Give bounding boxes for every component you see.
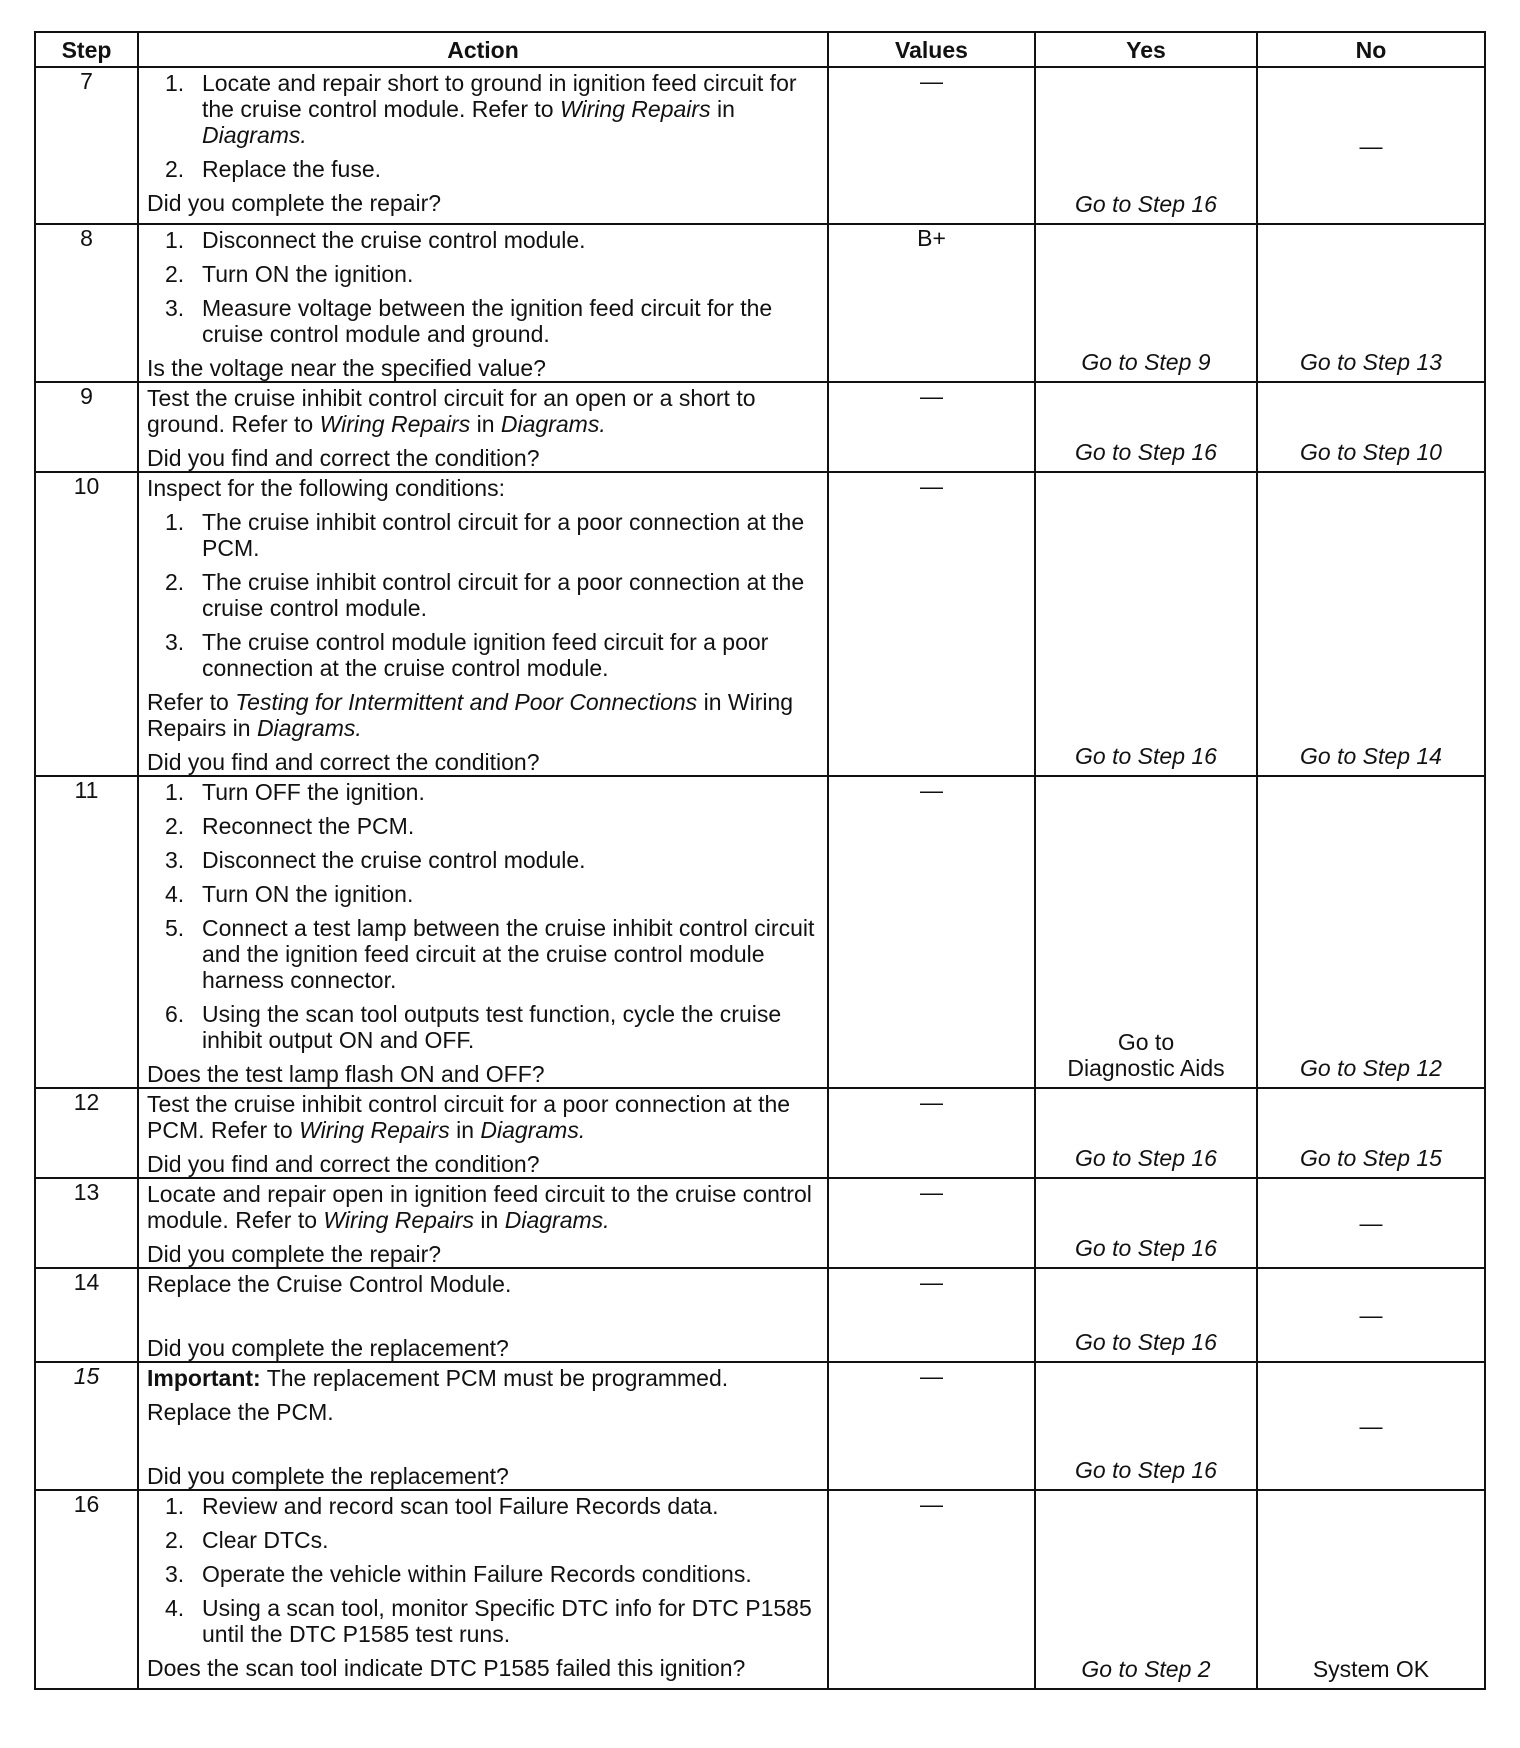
list-item: 3. Operate the vehicle within Failure Records conditions.: [165, 1561, 752, 1587]
no-link[interactable]: Go to Step 13: [1300, 349, 1442, 375]
table-row: [35, 1362, 1485, 1490]
yes-cell: [1035, 1268, 1257, 1362]
question-text: Did you complete the replacement?: [147, 1463, 509, 1489]
step-number: 9: [35, 382, 138, 472]
action-cell: Test the cruise inhibit control circuit for an open or a short to ground. Refer to Wiring Repairs in Diagrams. Did you find and correct the condition?: [138, 382, 828, 472]
no-value: —: [1359, 132, 1383, 159]
list-item: 5. Connect a test lamp between the cruise inhibit control circuit and the ignition feed circuit at the cruise control module harness connector.: [165, 915, 815, 993]
table-row: [35, 224, 1485, 382]
step-number: 16: [35, 1490, 138, 1689]
question-text: Did you complete the repair?: [147, 190, 442, 216]
yes-cell: [1035, 1178, 1257, 1268]
yes-link[interactable]: Go to Step 16: [1075, 743, 1217, 769]
question-text: Does the test lamp flash ON and OFF?: [147, 1061, 545, 1087]
step-number: 10: [35, 472, 138, 776]
no-cell: [1257, 472, 1485, 776]
action-cell: Important: The replacement PCM must be programmed. Replace the PCM. Did you complete the replacement?: [138, 1362, 828, 1490]
no-link[interactable]: Go to Step 15: [1300, 1145, 1442, 1171]
no-cell: [1257, 776, 1485, 1088]
list-item: 1. Review and record scan tool Failure Records data.: [165, 1493, 719, 1519]
no-link[interactable]: Go to Step 12: [1300, 1055, 1442, 1081]
important-note: Important: The replacement PCM must be programmed.: [147, 1365, 729, 1391]
question-text: Did you find and correct the condition?: [147, 1151, 540, 1177]
step-number: 8: [35, 224, 138, 382]
list-item: 3. The cruise control module ignition feed circuit for a poor connection at the cruise control module.: [165, 629, 769, 681]
list-item: 2. Replace the fuse.: [165, 156, 382, 182]
yes-cell: [1035, 1490, 1257, 1689]
diagnostic-table: [34, 31, 1486, 1690]
header-values: Values: [828, 32, 1035, 67]
step-number: 14: [35, 1268, 138, 1362]
table-row: [35, 67, 1485, 224]
values-cell: —: [828, 382, 1035, 472]
values-cell: —: [828, 1178, 1035, 1268]
no-cell: [1257, 224, 1485, 382]
question-text: Does the scan tool indicate DTC P1585 failed this ignition?: [147, 1655, 746, 1681]
list-item: 2. Clear DTCs.: [165, 1527, 329, 1553]
yes-link[interactable]: Go to Step 16: [1075, 1145, 1217, 1171]
values-cell: —: [828, 1362, 1035, 1490]
yes-cell: [1035, 1362, 1257, 1490]
values-cell: —: [828, 1490, 1035, 1689]
list-item: 1. Locate and repair short to ground in ignition feed circuit for the cruise control module. Refer to Wiring Repairs in Diagrams.: [165, 70, 797, 148]
no-link[interactable]: Go to Step 10: [1300, 439, 1442, 465]
table-header-row: [35, 32, 1485, 67]
yes-link[interactable]: Go to Step 16: [1075, 191, 1217, 217]
action-cell: Inspect for the following conditions: 1. The cruise inhibit control circuit for a poor connection at the PCM. 2. The cruise inhibit control circuit for a poor connection at the cruise control module. 3. The cruise control module ignition feed circuit for a poor connection at the cruise control module. Refer to Testing for Intermittent and Poor Connections in Wiring Repairs in Diagrams. Did you find and correct the condition?: [138, 472, 828, 776]
yes-link[interactable]: Go to Step 16: [1075, 439, 1217, 465]
no-cell: [1257, 1268, 1485, 1362]
action-cell: [138, 776, 828, 1088]
list-item: 4. Using a scan tool, monitor Specific DTC info for DTC P1585 until the DTC P1585 test runs.: [165, 1595, 812, 1647]
table-row: [35, 382, 1485, 472]
list-item: 6. Using the scan tool outputs test function, cycle the cruise inhibit output ON and OFF.: [165, 1001, 782, 1053]
yes-cell: [1035, 472, 1257, 776]
yes-link[interactable]: Go to Step 16: [1075, 1235, 1217, 1261]
table-row: [35, 776, 1485, 1088]
no-cell: [1257, 1362, 1485, 1490]
header-no: No: [1257, 32, 1485, 67]
yes-link[interactable]: Go to Step 16: [1075, 1329, 1217, 1355]
question-text: Did you find and correct the condition?: [147, 749, 540, 775]
no-value: —: [1359, 1413, 1383, 1439]
no-cell: [1257, 382, 1485, 472]
list-item: 2. Reconnect the PCM.: [165, 813, 415, 839]
yes-cell: [1035, 67, 1257, 224]
table-row: [35, 1088, 1485, 1178]
values-cell: —: [828, 776, 1035, 1088]
yes-link[interactable]: Go to Step 2: [1081, 1656, 1211, 1682]
question-text: Did you complete the replacement?: [147, 1335, 509, 1361]
question-text: Did you complete the repair?: [147, 1241, 442, 1267]
action-cell: Replace the Cruise Control Module. Did you complete the replacement?: [138, 1268, 828, 1362]
list-item: 4. Turn ON the ignition.: [165, 881, 414, 907]
step-number: 15: [35, 1362, 138, 1490]
values-cell: —: [828, 67, 1035, 224]
list-item: 2. Turn ON the ignition.: [165, 261, 414, 287]
step-number: 11: [35, 776, 138, 1088]
table-row: [35, 1268, 1485, 1362]
values-cell: —: [828, 1088, 1035, 1178]
list-item: 1. The cruise inhibit control circuit for a poor connection at the PCM.: [165, 509, 805, 561]
list-item: 1. Disconnect the cruise control module.: [165, 227, 586, 253]
action-cell: Test the cruise inhibit control circuit for a poor connection at the PCM. Refer to Wiring Repairs in Diagrams. Did you find and correct the condition?: [138, 1088, 828, 1178]
step-number: 13: [35, 1178, 138, 1268]
values-cell: B+: [828, 224, 1035, 382]
header-yes: Yes: [1035, 32, 1257, 67]
no-value: System OK: [1312, 1656, 1430, 1682]
yes-cell: [1035, 224, 1257, 382]
list-item: 2. The cruise inhibit control circuit for a poor connection at the cruise control module.: [165, 569, 805, 621]
table-row: [35, 1490, 1485, 1689]
table-row: [35, 472, 1485, 776]
yes-link[interactable]: Go to Step 9: [1081, 349, 1211, 375]
no-link[interactable]: Go to Step 14: [1300, 743, 1442, 769]
step-number: 7: [35, 67, 138, 224]
no-value: —: [1359, 1210, 1383, 1236]
no-cell: [1257, 1178, 1485, 1268]
no-value: —: [1359, 1302, 1383, 1328]
list-item: 3. Disconnect the cruise control module.: [165, 847, 586, 873]
no-cell: [1257, 1088, 1485, 1178]
no-cell: [1257, 67, 1485, 224]
action-cell: [138, 1490, 828, 1689]
action-cell: [138, 224, 828, 382]
step-number: 12: [35, 1088, 138, 1178]
table-row: [35, 1178, 1485, 1268]
header-step: Step: [35, 32, 138, 67]
yes-link[interactable]: Go to Step 16: [1075, 1457, 1217, 1483]
yes-link[interactable]: Go to Diagnostic Aids: [1067, 1029, 1225, 1081]
no-cell: [1257, 1490, 1485, 1689]
values-cell: —: [828, 1268, 1035, 1362]
list-item: 1. Turn OFF the ignition.: [165, 779, 425, 805]
action-cell: Locate and repair open in ignition feed circuit to the cruise control module. Refer to Wiring Repairs in Diagrams. Did you complete the repair?: [138, 1178, 828, 1268]
question-text: Is the voltage near the specified value?: [147, 355, 546, 381]
yes-cell: [1035, 1088, 1257, 1178]
question-text: Did you find and correct the condition?: [147, 445, 540, 471]
action-cell: [138, 67, 828, 224]
list-item: 3. Measure voltage between the ignition feed circuit for the cruise control module and ground.: [165, 295, 773, 347]
header-action: Action: [138, 32, 828, 67]
yes-cell: [1035, 776, 1257, 1088]
yes-cell: [1035, 382, 1257, 472]
values-cell: —: [828, 472, 1035, 776]
